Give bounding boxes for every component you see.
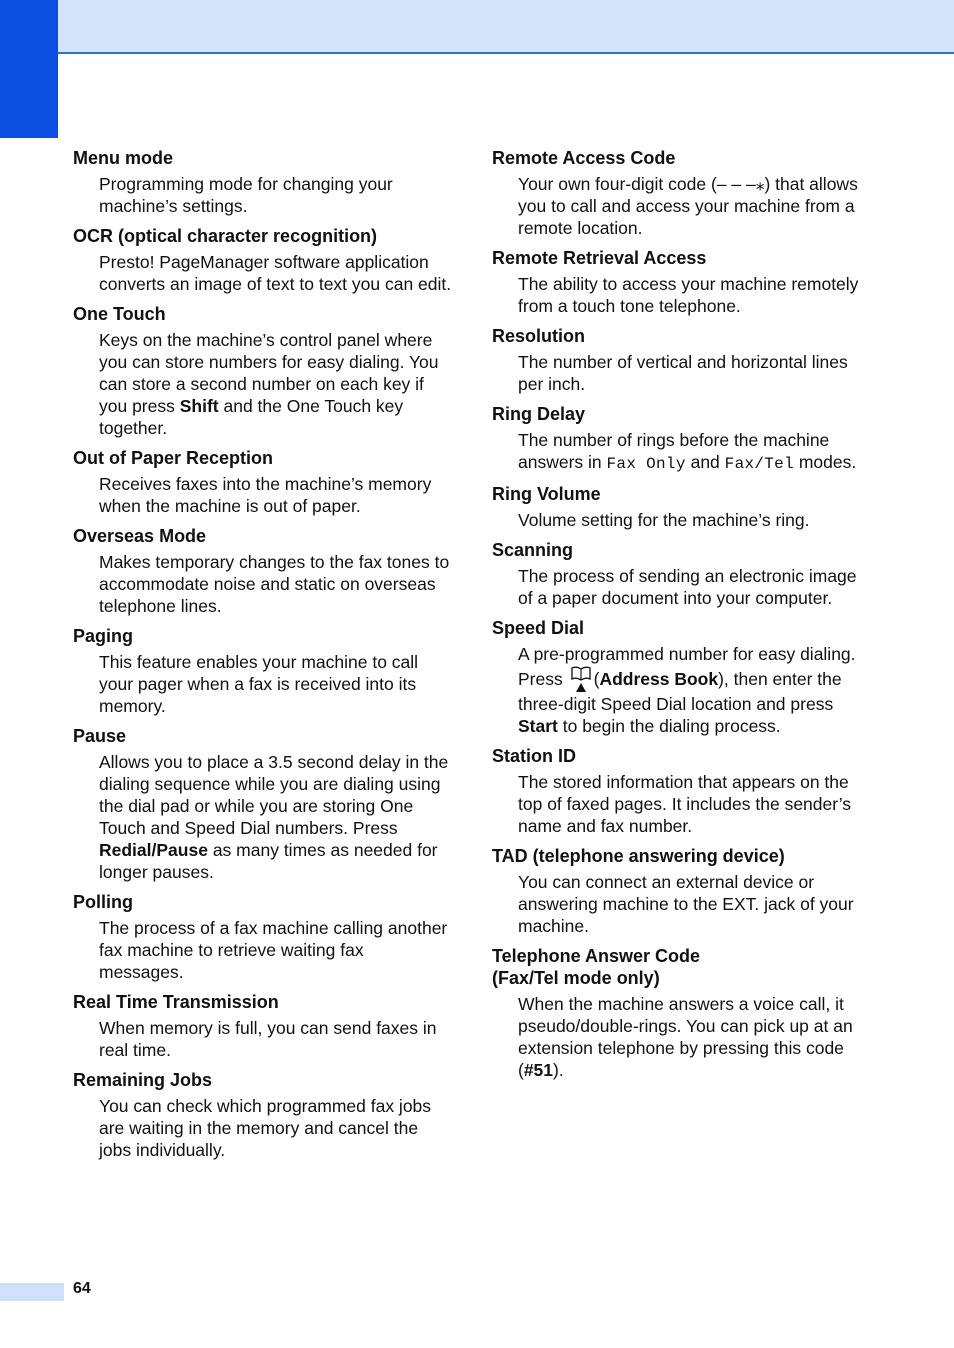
glossary-term: Station ID bbox=[492, 746, 576, 766]
glossary-entry bbox=[492, 538, 864, 609]
definition-text: When the machine answers a voice call, it pseudo/double-rings. You can pick up at an extension telephone by pressing this code ( bbox=[518, 994, 853, 1080]
glossary-term: Overseas Mode bbox=[73, 526, 207, 546]
header-band bbox=[58, 0, 954, 54]
glossary-definition: Your own four-digit code (– – –⁎) that allows you to call and access your machine from a remote location. bbox=[518, 174, 858, 238]
definition-text: A pre-programmed number for easy dialing. Press bbox=[518, 644, 856, 689]
glossary-entry bbox=[492, 744, 864, 837]
glossary-term: TAD (telephone answering device) bbox=[492, 846, 785, 866]
glossary-term: Polling bbox=[73, 892, 133, 912]
glossary-entry bbox=[492, 246, 864, 317]
glossary-term: One Touch bbox=[73, 304, 166, 324]
glossary-entry bbox=[492, 944, 864, 1081]
glossary-definition bbox=[518, 429, 864, 475]
term-line: Telephone Answer Code bbox=[492, 946, 701, 966]
key-name: Address Book bbox=[599, 669, 719, 689]
glossary-definition: Volume setting for the machine’s ring. bbox=[518, 510, 810, 530]
glossary-definition: The number of vertical and horizontal lines per inch. bbox=[518, 352, 848, 394]
left-column bbox=[73, 146, 453, 1168]
glossary-entry bbox=[73, 724, 453, 883]
glossary-term: Resolution bbox=[492, 326, 585, 346]
glossary-entry bbox=[73, 890, 453, 983]
glossary-definition: Receives faxes into the machine’s memory when the machine is out of paper. bbox=[99, 474, 432, 516]
glossary-entry bbox=[73, 990, 453, 1061]
glossary-term: Paging bbox=[73, 626, 134, 646]
glossary-term: Remote Access Code bbox=[492, 148, 676, 168]
glossary-definition: Presto! PageManager software application converts an image of text to text you can edit. bbox=[99, 252, 452, 294]
glossary-entry bbox=[73, 146, 453, 217]
glossary-entry bbox=[73, 524, 453, 617]
definition-text: The number of rings before the machine answers in bbox=[518, 430, 830, 472]
definition-text: ), then enter the three-digit Speed Dial location and press bbox=[518, 669, 842, 714]
glossary-definition bbox=[518, 643, 864, 737]
glossary-entry bbox=[492, 616, 864, 737]
definition-text: and bbox=[685, 452, 725, 472]
key-name: Redial/Pause bbox=[99, 840, 208, 860]
glossary-term: Speed Dial bbox=[492, 618, 585, 638]
footer-bar bbox=[0, 1283, 64, 1301]
glossary-entry bbox=[492, 482, 864, 531]
glossary-entry bbox=[73, 446, 453, 517]
definition-text: Allows you to place a 3.5 second delay in the dialing sequence while you are dialing using the dial pad or while you are storing One Touch and Speed Dial numbers. Press bbox=[99, 752, 449, 838]
glossary-entry bbox=[492, 324, 864, 395]
glossary-term: Out of Paper Reception bbox=[73, 448, 274, 468]
mode-name: Fax/Tel bbox=[724, 455, 794, 473]
glossary-entry bbox=[73, 1068, 453, 1161]
glossary-entry bbox=[73, 224, 453, 295]
glossary-definition: The ability to access your machine remotely from a touch tone telephone. bbox=[518, 274, 859, 316]
glossary-definition bbox=[99, 751, 453, 883]
mode-name: Fax Only bbox=[606, 455, 686, 473]
glossary-definition: The stored information that appears on the top of faxed pages. It includes the sender’s name and fax number. bbox=[518, 772, 852, 836]
glossary-term: OCR (optical character recognition) bbox=[73, 226, 378, 246]
glossary-term: Pause bbox=[73, 726, 127, 746]
definition-text: modes. bbox=[793, 452, 857, 472]
glossary-entry bbox=[492, 402, 864, 475]
glossary-definition: You can connect an external device or answering machine to the EXT. jack of your machine. bbox=[518, 872, 854, 936]
glossary-term: Remote Retrieval Access bbox=[492, 248, 707, 268]
glossary-term: Real Time Transmission bbox=[73, 992, 279, 1012]
glossary-entry bbox=[73, 624, 453, 717]
glossary-definition: This feature enables your machine to call your pager when a fax is received into its memory. bbox=[99, 652, 419, 716]
definition-text: to begin the dialing process. bbox=[557, 716, 781, 736]
definition-text: ). bbox=[553, 1060, 564, 1080]
glossary-term: Menu mode bbox=[73, 148, 174, 168]
glossary-term: Remaining Jobs bbox=[73, 1070, 213, 1090]
code-value: #51 bbox=[523, 1060, 554, 1080]
glossary-entry bbox=[73, 302, 453, 439]
key-name: Start bbox=[518, 716, 558, 736]
glossary-definition bbox=[99, 329, 453, 439]
glossary-term bbox=[492, 944, 864, 989]
definition-text: as many times as needed for longer pauses. bbox=[99, 840, 438, 882]
glossary-term: Ring Volume bbox=[492, 484, 601, 504]
term-line: (Fax/Tel mode only) bbox=[492, 968, 660, 988]
glossary-entry bbox=[492, 146, 864, 239]
glossary-definition: Programming mode for changing your machine’s settings. bbox=[99, 174, 393, 216]
page-number: 64 bbox=[73, 1280, 91, 1297]
glossary-term: Ring Delay bbox=[492, 404, 586, 424]
definition-text: and the One Touch key together. bbox=[99, 396, 404, 438]
key-name: Shift bbox=[179, 396, 219, 416]
chapter-tab bbox=[0, 0, 58, 138]
definition-text: Keys on the machine’s control panel where you can store numbers for easy dialing. You can store a second number on each key if you press bbox=[99, 330, 439, 416]
right-column bbox=[492, 146, 864, 1088]
glossary-entry bbox=[492, 844, 864, 937]
glossary-term: Scanning bbox=[492, 540, 574, 560]
glossary-definition: You can check which programmed fax jobs are waiting in the memory and cancel the jobs individually. bbox=[99, 1096, 432, 1160]
glossary-definition bbox=[518, 993, 864, 1081]
glossary-definition: When memory is full, you can send faxes in real time. bbox=[99, 1018, 437, 1060]
address-book-icon bbox=[570, 665, 592, 693]
definition-text: ( bbox=[593, 669, 600, 689]
glossary-definition: The process of sending an electronic image of a paper document into your computer. bbox=[518, 566, 857, 608]
glossary-definition: Makes temporary changes to the fax tones to accommodate noise and static on overseas telephone lines. bbox=[99, 552, 450, 616]
glossary-definition: The process of a fax machine calling another fax machine to retrieve waiting fax messages. bbox=[99, 918, 448, 982]
